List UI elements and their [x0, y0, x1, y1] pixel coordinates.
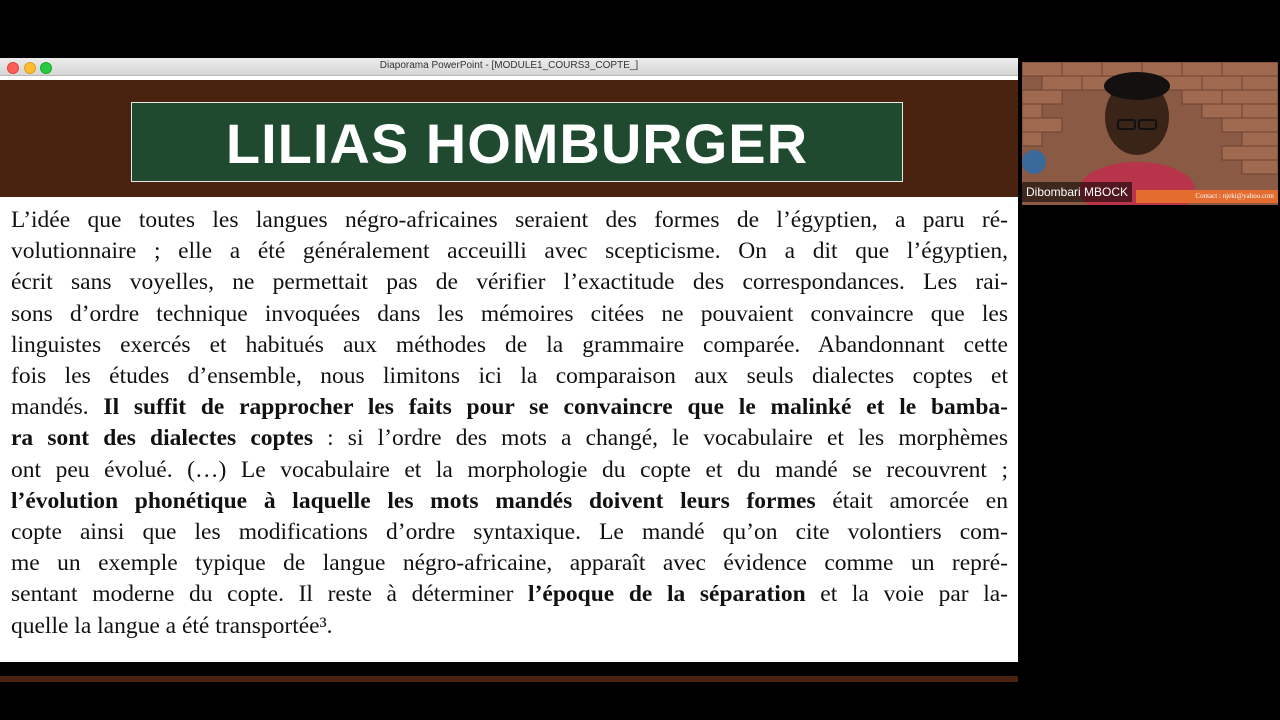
slide-text-bold: Il suffit de rapprocher les faits pour se convaincre que le malinké et le bamba-	[103, 394, 1008, 421]
powerpoint-slideshow-window	[0, 58, 1018, 662]
slide-body-text	[11, 205, 1008, 642]
webcam-video	[1022, 62, 1278, 205]
contact-banner: Contact : njeki@yahoo.com	[1136, 190, 1278, 203]
slide-text-line	[11, 486, 1008, 517]
slide-text-line	[11, 299, 1008, 330]
slide-text-segment: était amorcée en	[815, 487, 1008, 514]
slide-text-line	[11, 392, 1008, 423]
slide-text-line	[11, 330, 1008, 361]
slide-text-bold: l’époque de la séparation	[528, 581, 806, 608]
slide-title-box	[131, 102, 903, 182]
slide-text-segment: volutionnaire ; elle a été généralement acceuilli avec scepticisme. On a dit que l’égyptien,	[11, 238, 1008, 265]
slide	[0, 80, 1018, 654]
slide-text-segment: sentant moderne du copte. Il reste à déterminer	[11, 581, 529, 608]
window-titlebar	[0, 58, 1018, 76]
slide-text-line	[11, 205, 1008, 236]
slide-text-segment: linguistes exercés et habitués aux méthodes de la grammaire comparée. Abandonnant cette	[11, 331, 1008, 358]
slide-text-segment: : si l’ordre des mots a changé, le vocabulaire et les morphèmes	[312, 425, 1008, 452]
slide-text-segment: copte ainsi que les modifications d’ordre syntaxique. Le mandé qu’on cite volontiers com-	[11, 519, 1008, 546]
slide-text-line	[11, 267, 1008, 298]
slide-text-segment: ont peu évolué. (…) Le vocabulaire et la morphologie du copte et du mandé se recouvrent ;	[11, 456, 1008, 483]
slide-text-line	[11, 236, 1008, 267]
slide-text-segment: fois les études d’ensemble, nous limitons ici la comparaison aux seuls dialectes coptes et	[11, 363, 1008, 390]
slide-header	[0, 80, 1018, 197]
slide-text-line	[11, 455, 1008, 486]
slide-text-segment: mandés.	[11, 394, 104, 421]
slide-text-line	[11, 579, 1008, 610]
slide-text-segment: écrit sans voyelles, ne permettait pas de vérifier l’exactitude des correspondances. Les rai-	[11, 269, 1008, 296]
slide-text-segment: et la voie par la-	[805, 581, 1008, 608]
participant-name: Dibombari MBOCK	[1022, 182, 1132, 202]
window-title: Diaporama PowerPoint - [MODULE1_COURS3_COPTE_]	[379, 60, 639, 71]
slide-bottom-strip	[0, 676, 1018, 682]
slide-text-segment: me un exemple typique de langue négro-africaine, apparaît avec évidence comme un repré-	[11, 550, 1008, 577]
slide-text-line	[11, 548, 1008, 579]
slide-text-line	[11, 611, 1008, 642]
slide-text-segment: quelle la langue a été transportée³.	[11, 612, 333, 639]
slide-text-segment: L’idée que toutes les langues négro-africaines seraient des formes de l’égyptien, a paru ré-	[11, 207, 1008, 233]
slide-text-line	[11, 423, 1008, 454]
slide-text-bold: ra sont des dialectes coptes	[11, 425, 313, 452]
slide-text-line	[11, 361, 1008, 392]
slide-text-line	[11, 517, 1008, 548]
slide-title: LILIAS HOMBURGER	[225, 111, 809, 175]
slide-text-bold: l’évolution phonétique à laquelle les mots mandés doivent leurs formes	[11, 487, 816, 514]
slide-text-segment: sons d’ordre technique invoquées dans les mémoires citées ne pouvaient convaincre que les	[11, 300, 1008, 327]
